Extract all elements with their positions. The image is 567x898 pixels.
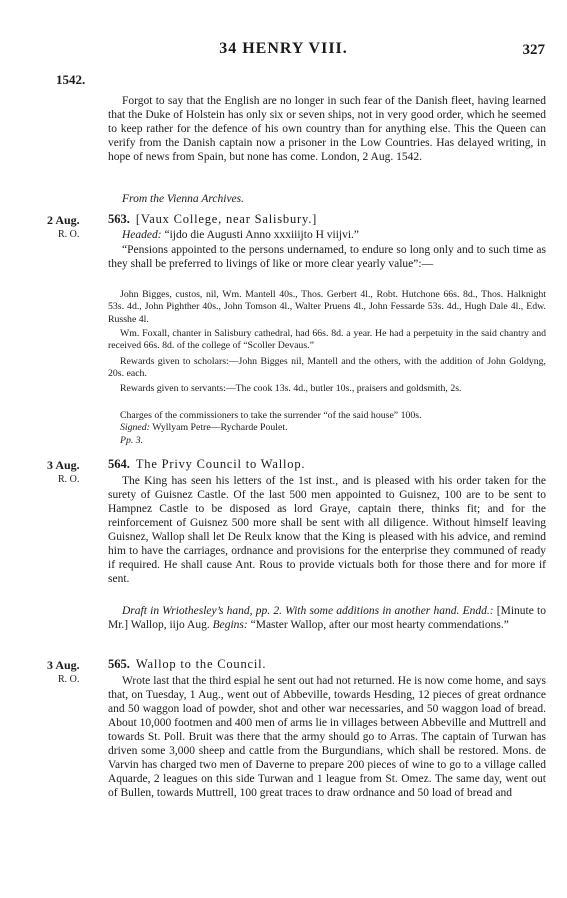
entry-565-ro: R. O.	[58, 674, 80, 685]
running-head	[0, 40, 567, 62]
entry-563-pages: Pp. 3.	[120, 435, 144, 446]
entry-564-body: The King has seen his letters of the 1st inst., and is pleased with his order taken for the surety of Guisnez Castle. Of the last 500 men appointed to Guisnez, 100 are to be sent to Hampnez Castle to be disposed as lord Graye, captain there, thinks fit; and for the reinforcement of Guisnez 500 more shall be sent with all diligence. Without himself leaving Guisnez, Wallop shall let De Reulx know that the King is pleased with his advice, and remind him to have the carriages, ordnance and provisions for the enterprise they communed of ready if required. He shall cause Ant. Rous to provide victuals both for those there and for more if sent.	[108, 475, 546, 585]
entry-564-date: 3 Aug.	[47, 458, 80, 472]
entry-563-headed	[108, 228, 546, 242]
entry-563-para-5: Charges of the commissioners to take the surrender “of the said house” 100s.	[120, 410, 422, 421]
entry-563-para-1: John Bigges, custos, nil, Wm. Mantell 40s., Thos. Gerbert 4l., Robt. Hutchone 66s. 8d., Thos. Halknight 53s. 4d., John Pighther 40s., John Tomson 4l., Walter Pruens 4l., John Fessarde 53s. 4d., Hugh Dale 4l., Edw. Russhe 4l.	[108, 289, 546, 325]
headed-text: “ijdo die Augusti Anno xxxiiijto H viijvi.”	[164, 229, 360, 241]
intro-paragraph: Forgot to say that the English are no longer in such fear of the Danish fleet, having learned that the Duke of Holstein has only six or seven ships, not in very good order, which he seemed to keep rather for the defence of his own country than for anything else. This the Queen can verify from the Danish captain now a prisoner in the Low Countries. Has delayed writing, in hope of news from Spain, but none has come. London, 2 Aug. 1542.	[108, 95, 546, 163]
running-title: 34 HENRY VIII.	[219, 40, 348, 57]
entry-563-heading	[108, 212, 546, 227]
draft-note-italic: Draft in Wriothesley’s hand, pp. 2. With some additions in another hand. Endd.:	[122, 605, 494, 617]
signed-label: Signed:	[120, 422, 150, 433]
year-margin: 1542.	[56, 72, 86, 87]
entry-565-heading	[108, 657, 546, 672]
entry-title: Wallop to the Council.	[135, 657, 267, 671]
entry-564-heading	[108, 457, 546, 472]
entry-number: 564.	[108, 457, 130, 471]
entry-number: 565.	[108, 657, 130, 671]
entry-563-date: 2 Aug.	[47, 213, 80, 227]
entry-title: The Privy Council to Wallop.	[135, 457, 306, 471]
entry-563-para-3: Rewards given to scholars:—John Bigges nil, Mantell and the others, with the addition of John Goldyng, 20s. each.	[108, 356, 546, 380]
entry-564-draft-note	[108, 604, 546, 632]
entry-563-para-2: Wm. Foxall, chanter in Salisbury cathedral, had 66s. 8d. a year. He had a perpetuity in the said chantry and received 66s. 8d. of the college of “Scoller Devaus.”	[108, 328, 546, 352]
entry-563-ro: R. O.	[58, 229, 80, 240]
entry-number: 563.	[108, 212, 130, 226]
entry-563-para-4: Rewards given to servants:—The cook 13s. 4d., butler 10s., praisers and goldsmith, 2s.	[120, 383, 462, 394]
entry-564-ro: R. O.	[58, 474, 80, 485]
intro-source: From the Vienna Archives.	[122, 193, 244, 205]
begins-label: Begins:	[212, 619, 248, 631]
entry-565-date: 3 Aug.	[47, 658, 80, 672]
entry-563-quote: “Pensions appointed to the persons undernamed, to endure so long only and to such time as they shall be preferred to livings of like or more clear yearly value”:—	[108, 244, 546, 270]
signed-text: Wyllyam Petre—Rycharde Poulet.	[152, 422, 288, 433]
page-number: 327	[522, 42, 545, 58]
headed-label: Headed:	[122, 229, 162, 241]
entry-title: [Vaux College, near Salisbury.]	[135, 212, 318, 226]
entry-565-body: Wrote last that the third espial he sent out had not returned. He is now come home, and says that, on Tuesday, 1 Aug., went out of Abbeville, towards Hesding, 12 pieces of great ordnance and 50 waggon load of powder, shot and other war necessaries, and 50 waggon load of bread. About 10,000 footmen and 400 men of arms lie in villages between Abbeville and Muttrell and towards St. Poll. Bruit was there that the army should go to Arras. The captain of Turwan has driven some 3,000 sheep and cattle from the Burgundians, which shall be restored. Mons. de Varvin has charged two men of Daverne to prepare 200 pieces of wine to go to a village called Aquarde, 2 leagues on this side Turwan and 1 league from St. Omez. The same day, went out of Bullen, towards Muttrell, 100 great traces to draw ordnance and 50 load of bread and	[108, 675, 546, 799]
draft-note-plain: [Minute to Mr.] Wallop, iijo Aug.	[108, 605, 546, 631]
begins-text: “Master Wallop, after our most hearty commendations.”	[247, 619, 509, 631]
entry-563-signed	[108, 422, 546, 434]
